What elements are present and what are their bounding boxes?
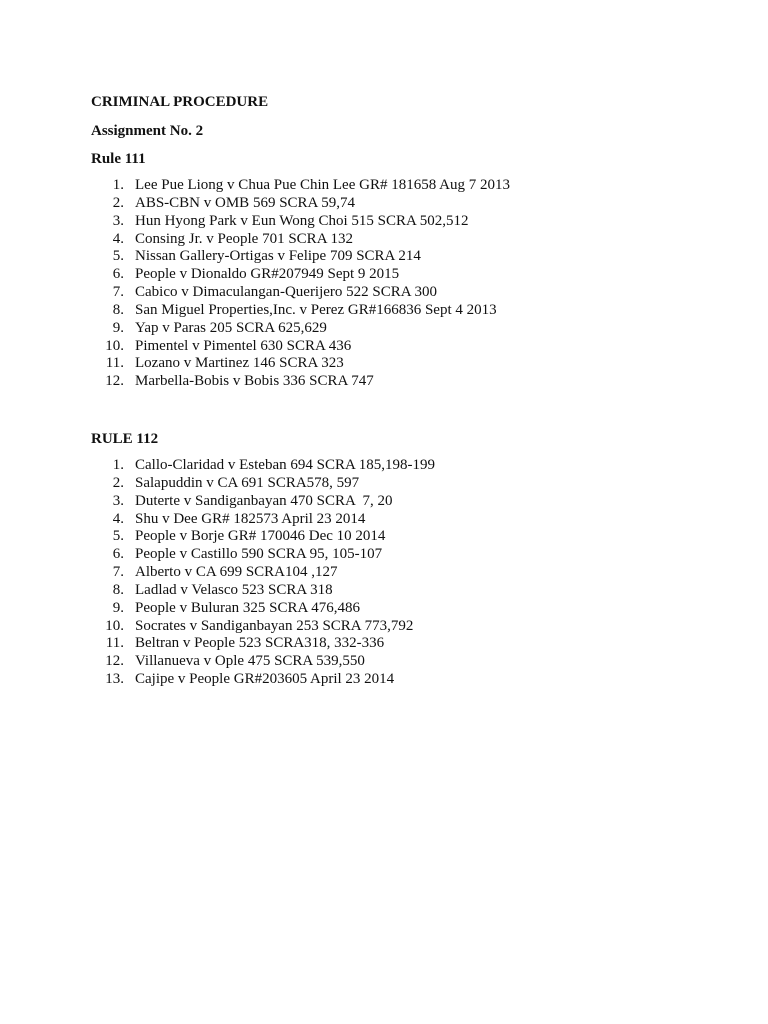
case-citation: Alberto v CA 699 SCRA104 ,127 — [135, 564, 338, 581]
section-heading-rule-111: Rule 111 — [91, 151, 146, 167]
assignment-heading: Assignment No. 2 — [91, 123, 204, 139]
case-number: 12. — [105, 373, 124, 390]
case-number: 8. — [112, 301, 124, 318]
case-citation: Beltran v People 523 SCRA318, 332-336 — [135, 635, 385, 652]
case-citation: Duterte v Sandiganbayan 470 SCRA 7, 20 — [135, 492, 393, 509]
case-citation: Shu v Dee GR# 182573 April 23 2014 — [135, 510, 366, 527]
case-number: 9. — [112, 319, 124, 336]
case-citation: Callo-Claridad v Esteban 694 SCRA 185,198-199 — [135, 457, 435, 473]
case-number: 6. — [112, 266, 124, 283]
case-number: 2. — [112, 194, 124, 211]
case-number: 7. — [112, 564, 124, 581]
case-citation: Marbella-Bobis v Bobis 336 SCRA 747 — [135, 373, 374, 390]
case-citation: Lozano v Martinez 146 SCRA 323 — [135, 355, 344, 372]
case-citation: Hun Hyong Park v Eun Wong Choi 515 SCRA 502,512 — [135, 212, 469, 229]
case-number: 9. — [112, 599, 124, 616]
case-number: 11. — [105, 355, 124, 372]
case-citation: People v Castillo 590 SCRA 95, 105-107 — [135, 546, 383, 563]
case-citation: Villanueva v Ople 475 SCRA 539,550 — [135, 653, 365, 670]
case-citation: Nissan Gallery-Ortigas v Felipe 709 SCRA 214 — [135, 248, 421, 265]
case-number: 13. — [105, 671, 124, 688]
case-citation: ABS-CBN v OMB 569 SCRA 59,74 — [135, 194, 356, 211]
case-citation: Cajipe v People GR#203605 April 23 2014 — [135, 671, 395, 688]
case-number: 11. — [105, 635, 124, 652]
case-citation: People v Dionaldo GR#207949 Sept 9 2015 — [135, 266, 400, 283]
case-number: 10. — [105, 617, 124, 634]
case-number: 6. — [112, 546, 124, 563]
case-citation: Consing Jr. v People 701 SCRA 132 — [135, 230, 353, 247]
case-number: 2. — [112, 474, 124, 491]
section-heading-rule-112: RULE 112 — [91, 431, 159, 447]
case-number: 1. — [112, 457, 124, 473]
case-citation: Lee Pue Liong v Chua Pue Chin Lee GR# 181658 Aug 7 2013 — [135, 177, 510, 193]
case-citation: Yap v Paras 205 SCRA 625,629 — [135, 319, 327, 336]
case-number: 12. — [105, 653, 124, 670]
case-citation: Socrates v Sandiganbayan 253 SCRA 773,792 — [135, 617, 414, 634]
case-citation: Ladlad v Velasco 523 SCRA 318 — [135, 581, 333, 598]
case-citation: Salapuddin v CA 691 SCRA578, 597 — [135, 474, 360, 491]
case-number: 10. — [105, 337, 124, 354]
case-number: 5. — [112, 528, 124, 545]
case-number: 8. — [112, 581, 124, 598]
case-number: 1. — [112, 177, 124, 193]
case-number: 7. — [112, 284, 124, 301]
case-citation: People v Buluran 325 SCRA 476,486 — [135, 599, 361, 616]
case-number: 5. — [112, 248, 124, 265]
case-number: 3. — [112, 492, 124, 509]
case-citation: San Miguel Properties,Inc. v Perez GR#166836 Sept 4 2013 — [135, 301, 497, 318]
case-citation: Pimentel v Pimentel 630 SCRA 436 — [135, 337, 352, 354]
document-title: CRIMINAL PROCEDURE — [91, 94, 269, 110]
case-number: 3. — [112, 212, 124, 229]
case-number: 4. — [112, 230, 124, 247]
case-citation: People v Borje GR# 170046 Dec 10 2014 — [135, 528, 386, 545]
case-number: 4. — [112, 510, 124, 527]
case-citation: Cabico v Dimaculangan-Querijero 522 SCRA 300 — [135, 284, 438, 301]
